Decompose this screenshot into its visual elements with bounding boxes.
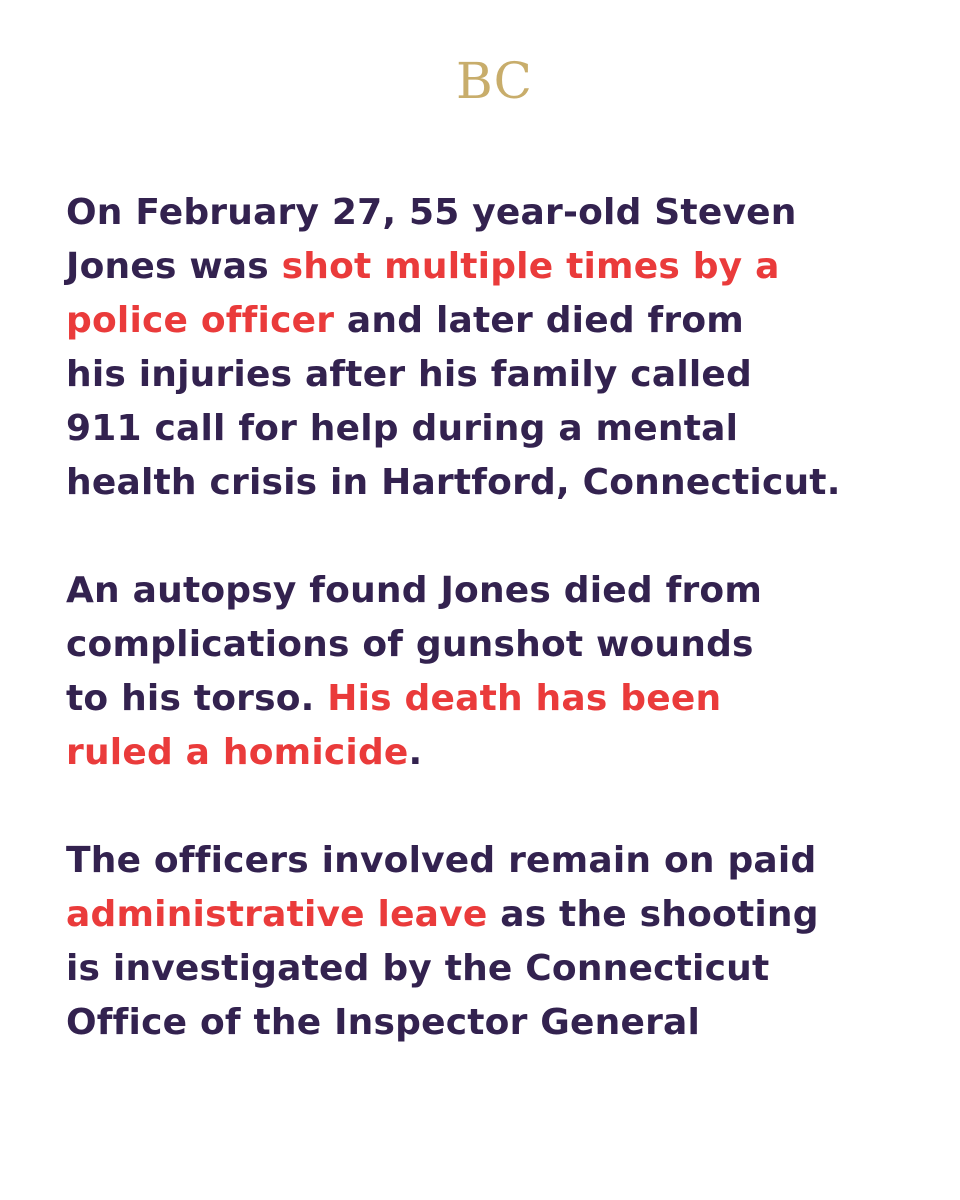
text-segment: 911 call for help during a mental bbox=[66, 408, 739, 449]
paragraph-autopsy bbox=[66, 564, 946, 780]
text-line bbox=[66, 942, 946, 996]
text-line bbox=[66, 996, 946, 1050]
text-line bbox=[66, 456, 946, 510]
text-segment: complications of gunshot wounds bbox=[66, 624, 754, 665]
text-segment: and later died from bbox=[334, 300, 744, 341]
highlight-police-officer: police officer bbox=[66, 300, 335, 341]
text-line bbox=[66, 348, 946, 402]
text-segment: as the shooting bbox=[487, 894, 819, 935]
text-segment: The officers involved remain on paid bbox=[66, 840, 817, 881]
text-line bbox=[66, 564, 946, 618]
highlight-administrative-leave: administrative leave bbox=[66, 894, 488, 935]
text-segment: On February 27, 55 year-old Steven bbox=[66, 192, 797, 233]
paragraph-investigation bbox=[66, 834, 946, 1050]
article-text bbox=[66, 186, 946, 1050]
paragraph-incident bbox=[66, 186, 946, 510]
text-line bbox=[66, 888, 946, 942]
text-segment: to his torso. bbox=[66, 678, 328, 719]
highlight-homicide: ruled a homicide bbox=[66, 732, 409, 773]
text-line bbox=[66, 618, 946, 672]
text-line bbox=[66, 726, 946, 780]
text-segment: his injuries after his family called bbox=[66, 354, 752, 395]
text-segment: health crisis in Hartford, Connecticut. bbox=[66, 462, 841, 503]
text-line bbox=[66, 294, 946, 348]
text-segment: An autopsy found Jones died from bbox=[66, 570, 763, 611]
text-segment: Office of the Inspector General bbox=[66, 1002, 701, 1043]
highlight-death-ruled: His death has been bbox=[327, 678, 722, 719]
text-line bbox=[66, 186, 946, 240]
text-line bbox=[66, 834, 946, 888]
text-line bbox=[66, 672, 946, 726]
highlight-shot-multiple-times: shot multiple times by a bbox=[281, 246, 780, 287]
text-segment: Jones was bbox=[66, 246, 282, 287]
text-line bbox=[66, 402, 946, 456]
text-segment: is investigated by the Connecticut bbox=[66, 948, 770, 989]
bc-monogram-icon bbox=[452, 50, 532, 110]
text-line bbox=[66, 240, 946, 294]
brand-logo bbox=[452, 50, 532, 110]
logo-letter-b: BC bbox=[456, 52, 532, 110]
text-segment: . bbox=[408, 732, 423, 773]
